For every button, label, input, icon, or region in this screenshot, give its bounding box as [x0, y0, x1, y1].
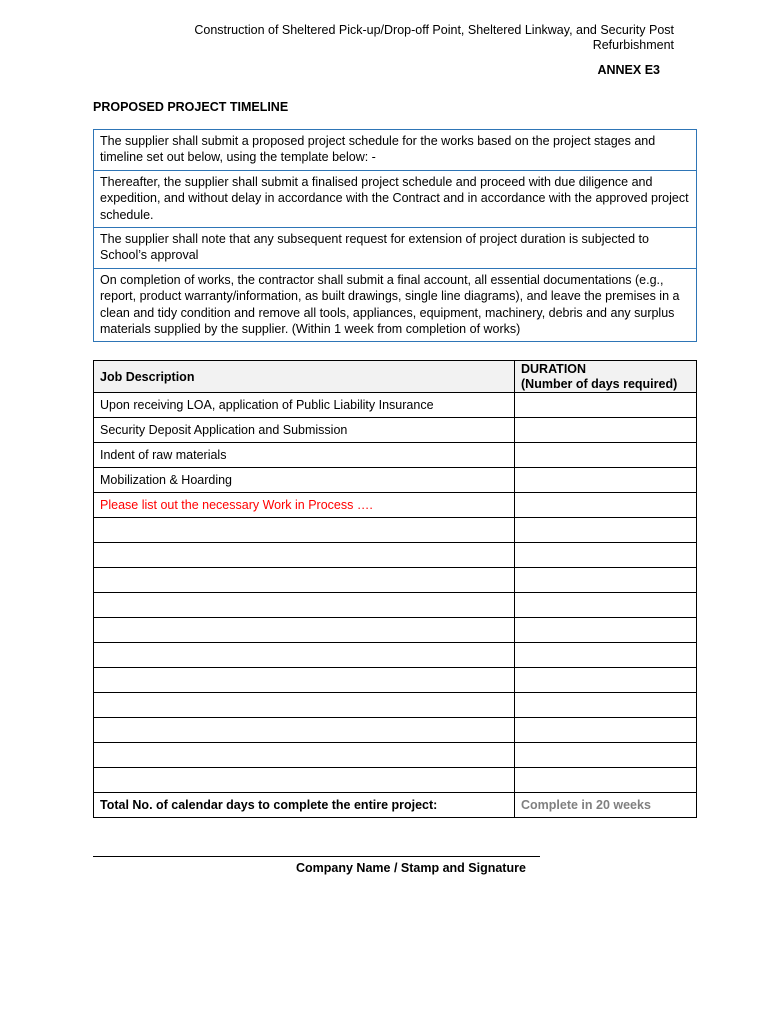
duration-cell[interactable] — [515, 418, 697, 443]
duration-header-subtitle: (Number of days required) — [521, 376, 678, 391]
annex-label: ANNEX E3 — [597, 63, 660, 77]
instruction-note: The supplier shall submit a proposed project schedule for the works based on the project stages and timeline set out below, using the template below: - — [94, 130, 696, 171]
duration-cell[interactable] — [515, 718, 697, 743]
instruction-placeholder-cell[interactable]: Please list out the necessary Work in Process …. — [94, 493, 515, 518]
duration-cell[interactable] — [515, 393, 697, 418]
signature-label: Company Name / Stamp and Signature — [296, 861, 526, 875]
duration-header — [515, 361, 697, 393]
job-description-cell[interactable] — [94, 743, 515, 768]
table-row — [94, 543, 697, 568]
table-row — [94, 568, 697, 593]
duration-cell[interactable] — [515, 643, 697, 668]
table-row — [94, 643, 697, 668]
total-days-value[interactable]: Complete in 20 weeks — [515, 793, 697, 818]
document-title-line1: Construction of Sheltered Pick-up/Drop-off Point, Sheltered Linkway, and Security Post — [194, 23, 674, 37]
table-row — [94, 493, 697, 518]
duration-cell[interactable] — [515, 618, 697, 643]
document-header — [114, 23, 674, 53]
job-description-cell[interactable] — [94, 643, 515, 668]
total-days-label: Total No. of calendar days to complete the entire project: — [94, 793, 515, 818]
instruction-note: The supplier shall note that any subsequent request for extension of project duration is subjected to School’s approval — [94, 228, 696, 269]
duration-cell[interactable] — [515, 493, 697, 518]
job-description-cell[interactable] — [94, 518, 515, 543]
duration-cell[interactable] — [515, 543, 697, 568]
signature-line — [93, 856, 540, 857]
job-description-cell[interactable]: Indent of raw materials — [94, 443, 515, 468]
duration-cell[interactable] — [515, 693, 697, 718]
duration-cell[interactable] — [515, 593, 697, 618]
table-row — [94, 593, 697, 618]
job-description-cell[interactable] — [94, 618, 515, 643]
duration-cell[interactable] — [515, 568, 697, 593]
table-header-row — [94, 361, 697, 393]
document-title-line2: Refurbishment — [592, 38, 674, 52]
duration-cell[interactable] — [515, 443, 697, 468]
job-description-cell[interactable] — [94, 668, 515, 693]
table-row — [94, 668, 697, 693]
table-row — [94, 468, 697, 493]
table-row — [94, 518, 697, 543]
table-row — [94, 443, 697, 468]
duration-cell[interactable] — [515, 768, 697, 793]
section-title: PROPOSED PROJECT TIMELINE — [93, 100, 289, 114]
duration-cell[interactable] — [515, 468, 697, 493]
instructions-box — [93, 129, 697, 342]
timeline-table — [93, 360, 697, 818]
duration-header-title: DURATION — [521, 361, 587, 376]
job-description-cell[interactable] — [94, 768, 515, 793]
table-row — [94, 418, 697, 443]
instruction-note: On completion of works, the contractor shall submit a final account, all essential documentations (e.g., report, product warranty/information, as built drawings, single line diagrams), and leave the premises in a clean and tidy condition and remove all tools, appliances, equipment, machinery, debris and any surplus materials supplied by the supplier. (Within 1 week from completion of works) — [100, 272, 680, 337]
table-row — [94, 393, 697, 418]
duration-cell[interactable] — [515, 743, 697, 768]
duration-cell[interactable] — [515, 518, 697, 543]
instruction-note: Thereafter, the supplier shall submit a finalised project schedule and proceed with due diligence and expedition, and without delay in accordance with the Contract and in accordance with the approved project schedule. — [94, 171, 696, 228]
job-description-cell[interactable] — [94, 593, 515, 618]
job-description-cell[interactable] — [94, 543, 515, 568]
job-description-cell[interactable] — [94, 718, 515, 743]
table-row — [94, 693, 697, 718]
duration-cell[interactable] — [515, 668, 697, 693]
job-description-cell[interactable]: Mobilization & Hoarding — [94, 468, 515, 493]
job-description-header: Job Description — [94, 361, 515, 393]
table-row — [94, 718, 697, 743]
job-description-cell[interactable] — [94, 693, 515, 718]
total-row — [94, 793, 697, 818]
job-description-cell[interactable]: Upon receiving LOA, application of Public Liability Insurance — [94, 393, 515, 418]
table-row — [94, 743, 697, 768]
job-description-cell[interactable] — [94, 568, 515, 593]
table-row — [94, 768, 697, 793]
job-description-cell[interactable]: Security Deposit Application and Submission — [94, 418, 515, 443]
table-row — [94, 618, 697, 643]
